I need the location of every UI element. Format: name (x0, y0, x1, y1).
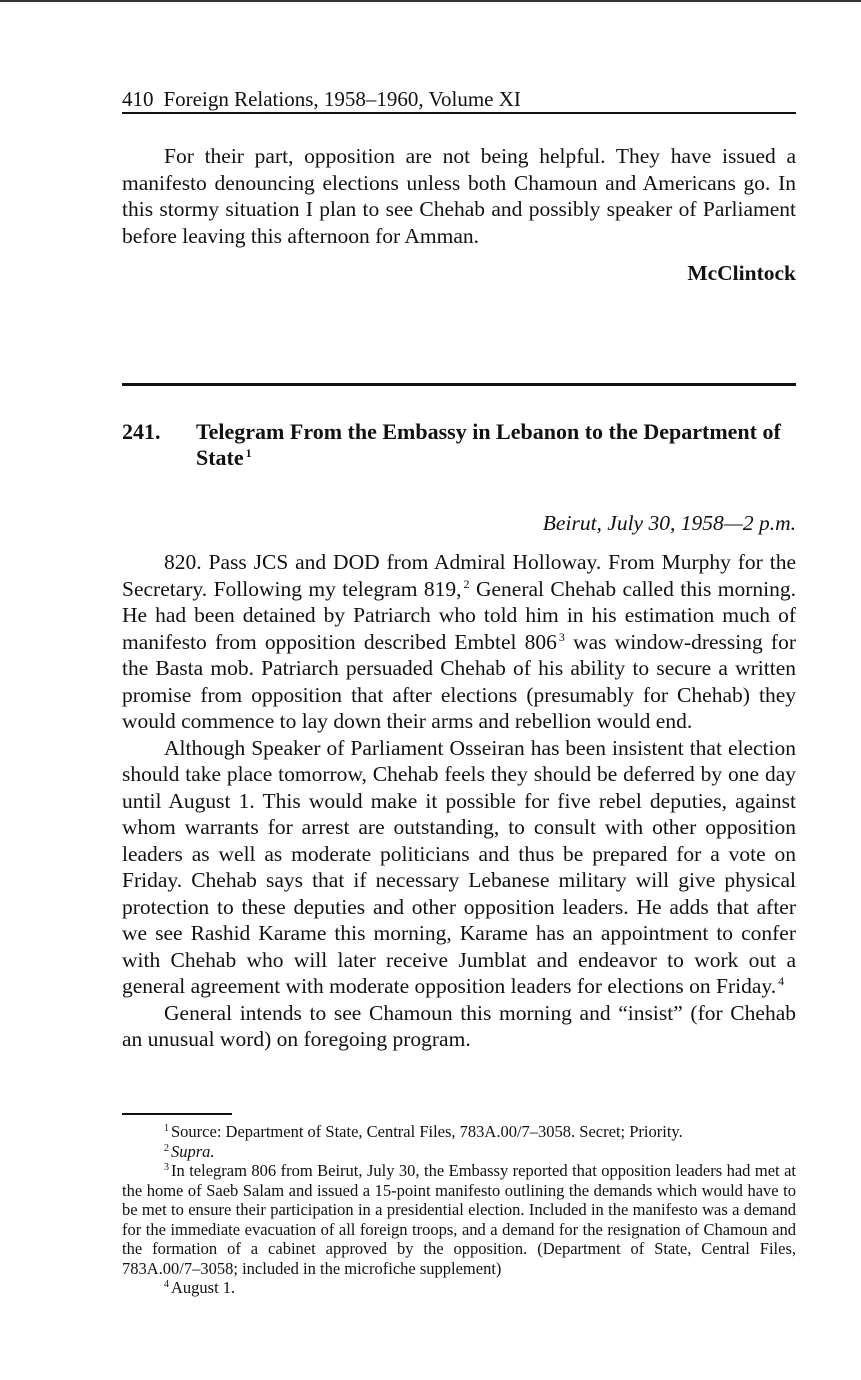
opening-paragraph: For their part, opposition are not being helpful. They have issued a manifesto denouncing elections unless both Chamoun and Americans go. In this stormy situation I plan to see Chehab and possibly speaker of Parliament before leaving this afternoon for Amman. (122, 144, 796, 248)
running-head (122, 86, 796, 112)
page-number: 410 (122, 87, 154, 111)
body-paragraph-1-part-b: General Chehab called this morning. He had been detained by Patriarch who told him in his estimation much of manifesto from opposition described Embtel 806 (122, 576, 796, 654)
footnote-mark: 1 (164, 1123, 169, 1134)
telegram-body (122, 549, 796, 1053)
running-head-rule (122, 112, 796, 114)
footnote-mark: 2 (164, 1142, 169, 1154)
footnote-mark: 4 (164, 1279, 169, 1290)
footnote-text: Source: Department of State, Central Files, 783A.00/7–3058. Secret; Priority. (171, 1122, 683, 1141)
footnote-text: Supra. (171, 1141, 215, 1161)
footnotes (122, 1122, 796, 1298)
opening-signature: McClintock (687, 261, 796, 285)
footnote-text: In telegram 806 from Beirut, July 30, the Embassy reported that opposition leaders had met at the home of Saeb Salam and issued a 15-point manifesto outlining the demands which would have to be met to ensure their participation in a presidential election. Included in the manifesto was a demand for the immediate evacuation of all foreign troops, and a demand for the resignation of Chamoun and the formation of a cabinet approved by the opposition. (Department of State, Central Files, 783A.00/7–3058; included in the microfiche supplement) (122, 1161, 796, 1278)
section-divider (122, 383, 796, 386)
volume-title: Foreign Relations, 1958–1960, Volume XI (163, 87, 521, 111)
footnote-4 (122, 1278, 796, 1298)
scan-top-border (0, 0, 861, 2)
footnote-rule (122, 1113, 232, 1115)
footnote-ref-4: 4 (778, 974, 785, 988)
document-title (196, 419, 796, 471)
body-paragraph-1-part-a: 820. Pass JCS and DOD from Admiral Holloway. From Murphy for the Secretary. Following my telegram 819, (122, 550, 796, 601)
body-paragraph-3: General intends to see Chamoun this morning and “insist” (for Chehab an unusual word) on foregoing program. (122, 1000, 796, 1051)
body-paragraph-2 (122, 735, 796, 1000)
footnote-mark: 3 (164, 1162, 169, 1173)
footnote-text: August 1. (171, 1278, 236, 1297)
body-paragraph-2-text: Although Speaker of Parliament Osseiran has been insistent that election should take place tomorrow, Chehab feels they should be deferred by one day until August 1. This would make it possible for five rebel deputies, against whom warrants for arrest are outstanding, to consult with other opposition leaders as well as moderate politicians and thus be prepared for a vote on Friday. Chehab says that if necessary Lebanese military will give physical protection to these deputies and other opposition leaders. He adds that after we see Rashid Karame this morning, Karame has an appointment to confer with Chehab who will later receive Jumblat and endeavor to work out a general agreement with moderate opposition leaders for elections on Friday. (122, 735, 796, 998)
document-title-text: Telegram From the Embassy in Lebanon to the Department of State (196, 419, 781, 470)
dateline: Beirut, July 30, 1958—2 p.m. (542, 511, 796, 535)
body-paragraph-1-part-c: was window-dressing for the Basta mob. Patriarch persuaded Chehab of his ability to secure a written promise from opposition that after elections (presumably for Chehab) they would commence to lay down their arms and rebellion would end. (122, 629, 796, 733)
document-heading (122, 419, 796, 471)
footnote-ref-2: 2 (463, 576, 470, 591)
footnote-3 (122, 1161, 796, 1278)
body-paragraph-1 (122, 549, 796, 735)
footnote-ref-3: 3 (558, 629, 565, 644)
footnote-1 (122, 1122, 796, 1142)
document-number: 241. (122, 419, 161, 444)
footnote-ref-1: 1 (245, 446, 252, 460)
footnote-2 (122, 1142, 796, 1162)
